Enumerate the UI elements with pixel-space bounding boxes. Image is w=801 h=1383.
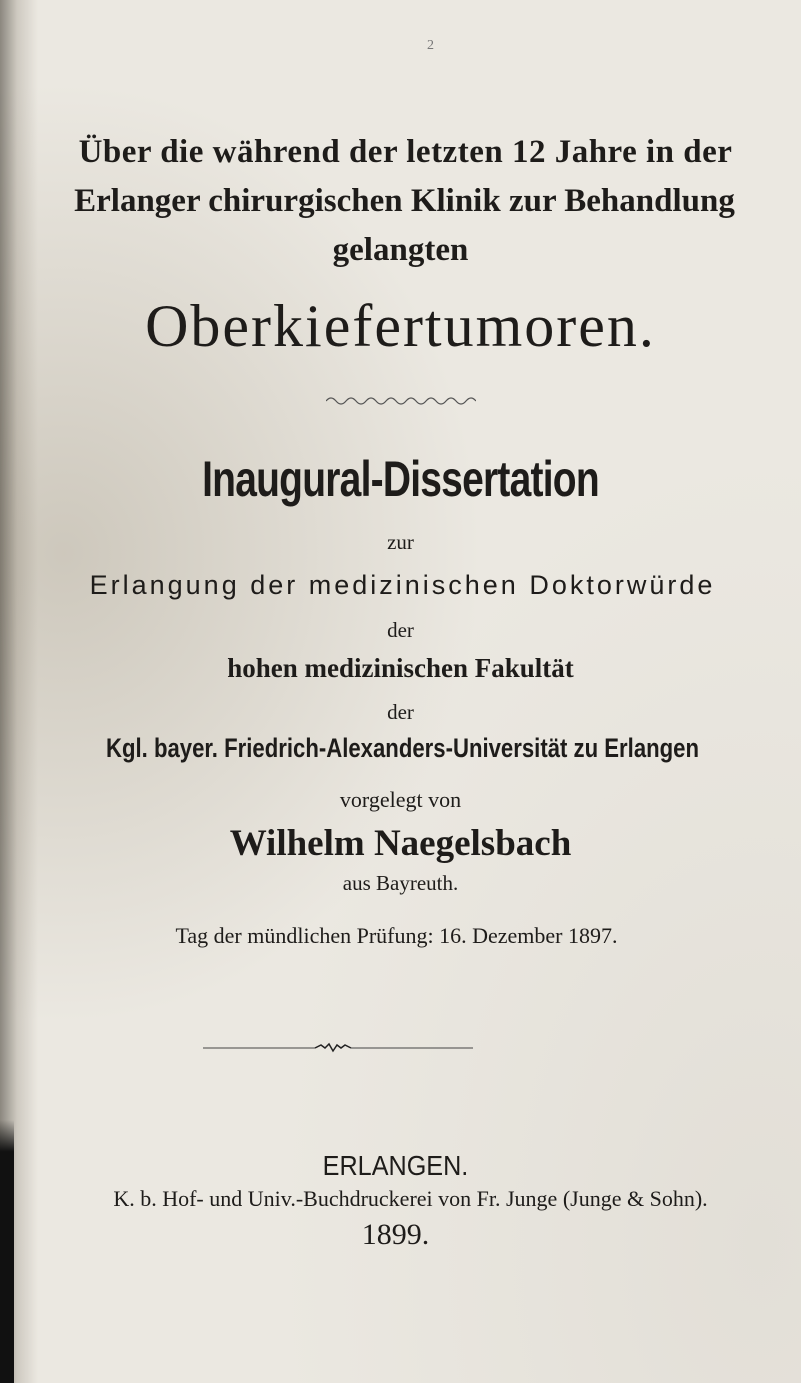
title-line-2: Erlanger chirurgischen Klinik zur Behandlung: [74, 183, 735, 219]
main-title: Oberkiefertumoren.: [145, 293, 656, 359]
wavy-rule-ornament: [326, 394, 476, 408]
purpose-line: Erlangung der medizinischen Doktorwürde: [89, 570, 716, 600]
exam-date: Tag der mündlichen Prüfung: 16. Dezember 1897.: [175, 923, 618, 948]
imprint-city: ERLANGEN.: [322, 1150, 469, 1181]
university-line: Kgl. bayer. Friedrich-Alexanders-Universität zu Erlangen: [105, 733, 700, 763]
dissertation-heading: Inaugural-Dissertation: [202, 451, 599, 507]
divider-ornament: [203, 1042, 473, 1054]
author-origin: aus Bayreuth.: [342, 871, 459, 895]
presented-by: vorgelegt von: [339, 787, 462, 812]
title-line-3: gelangten: [332, 232, 469, 268]
der-text-2: der: [387, 700, 414, 724]
imprint-year: 1899.: [361, 1218, 430, 1251]
faculty-line: hohen medizinischen Fakultät: [227, 653, 574, 683]
page-mark: 2: [427, 38, 434, 53]
der-text-1: der: [387, 618, 414, 642]
imprint-printer: K. b. Hof- und Univ.-Buchdruckerei von Fr. Junge (Junge & Sohn).: [113, 1186, 708, 1211]
author-name: Wilhelm Naegelsbach: [229, 823, 572, 864]
zur-text: zur: [387, 530, 414, 554]
title-line-1: Über die während der letzten 12 Jahre in der: [78, 134, 733, 170]
